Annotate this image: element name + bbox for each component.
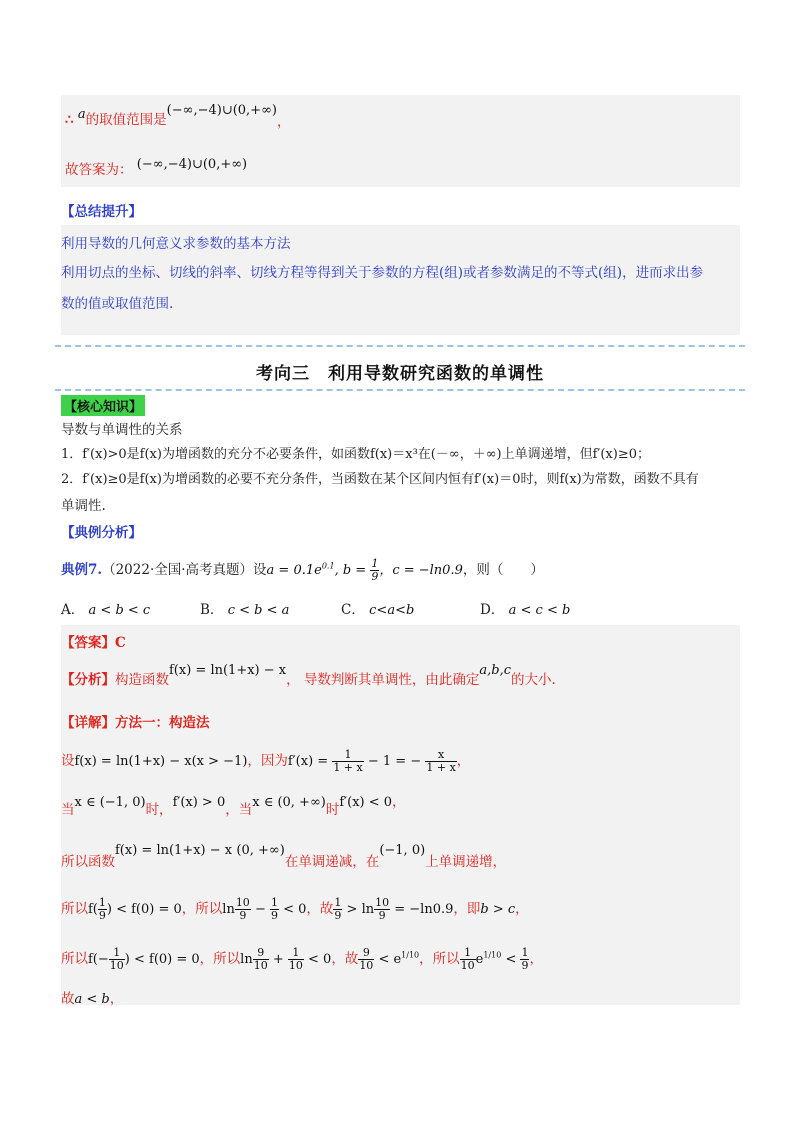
option-b: B． c < b < a: [200, 602, 290, 618]
section-title: 考向三 利用导数研究函数的单调性: [256, 364, 544, 384]
example-tag: 【典例分析】: [61, 525, 142, 541]
option-a: A． a < b < c: [61, 602, 151, 618]
detail-line-4: 所以f( $\frac{1}{9}$ ) < f(0) = 0，所以ln $\frac{10}{9}$ − $\frac{1}{9}$ < 0，故 $\frac{1}{9}$ > ln $\frac{10}{9}$ = −ln0.9，即b > c，: [61, 896, 529, 922]
range-label: 的取值范围是: [85, 112, 167, 128]
core-item-2a: 2．f′(x)≥0是f(x)为增函数的必要不充分条件，当函数在某个区间内恒有f′(x)＝0时，则f(x)为常数，函数不具有: [61, 472, 699, 487]
option-c: C． c<a<b: [341, 602, 415, 618]
core-item-2b: 单调性.: [61, 498, 106, 514]
summary-line-2: 利用切点的坐标、切线的斜率、切线方程等得到关于参数的方程(组)或者参数满足的不等式(组)，进而求出参: [61, 265, 704, 281]
range-value: (−∞,−4)∪(0,+∞): [166, 103, 277, 118]
detail-line-6: 故a < b，: [61, 991, 124, 1007]
detail-tag: 【详解】方法一：构造法: [61, 715, 210, 731]
summary-line-1: 利用导数的几何意义求参数的基本方法: [61, 236, 291, 252]
core-knowledge-tag: 【核心知识】: [61, 395, 145, 416]
detail-line-1: 设f(x) = ln(1+x) − x(x > −1)，因为f′(x) = $\frac{1}{1 + x}$ − 1 = − $\frac{x}{1 + x}$ ，: [61, 748, 471, 774]
example-tail: ，则（ ）: [462, 562, 544, 578]
example-line: [61, 558, 544, 583]
range-comma: ，: [276, 114, 291, 130]
answer: 【答案】C: [61, 635, 126, 651]
analysis-line: 【分析】构造函数f(x) = ln(1+x) − x， 导数判断其单调性，由此确定a,b,c的大小.: [61, 663, 556, 688]
summary-tag: 【总结提升】: [61, 204, 142, 220]
summary-line-3: 数的值或取值范围.: [61, 296, 174, 312]
core-item-1: 1．f′(x)>0是f(x)为增函数的充分不必要条件，如函数f(x)＝x³在(－∞，＋∞)上单调递增，但f′(x)≥0；: [61, 447, 650, 462]
var-a: a: [77, 107, 86, 122]
core-intro: 导数与单调性的关系: [61, 422, 183, 438]
answer-value: (−∞,−4)∪(0,+∞): [136, 157, 248, 172]
separator-bottom: [55, 389, 745, 391]
detail-line-5: 所以f(− $\frac{1}{10}$ ) < f(0) = 0，所以ln $\frac{9}{10}$ + $\frac{1}{10}$ < 0，故 $\frac{9}{10}$ < $e^{1/10}$，所以 $\frac{1}{10}$ $e^{1/10}$ < $\frac{1}{9}$ ，: [61, 946, 543, 972]
example-expr: $a = 0.1e^{0.1}$, b = $\frac{1}{9}$ ，c = −ln0.9: [266, 557, 463, 583]
detail-line-2: 当x ∈ (−1, 0)时，f′(x) > 0，当x ∈ (0, +∞)时f′(x) < 0，: [61, 794, 406, 818]
answer-line: [65, 158, 247, 178]
therefore-symbol: ∴: [65, 112, 74, 128]
example-label: 典例7.: [61, 562, 103, 578]
option-d: D． a < c < b: [480, 602, 571, 618]
range-line: [65, 103, 291, 130]
separator-top: [55, 345, 745, 347]
detail-line-3: 所以函数f(x) = ln(1+x) − x (0, +∞)在单调递减，在(−1, 0)上单调递增，: [61, 843, 507, 870]
answer-label: 故答案为：: [65, 162, 133, 178]
example-source: （2022·全国·高考真题）设: [102, 562, 267, 578]
